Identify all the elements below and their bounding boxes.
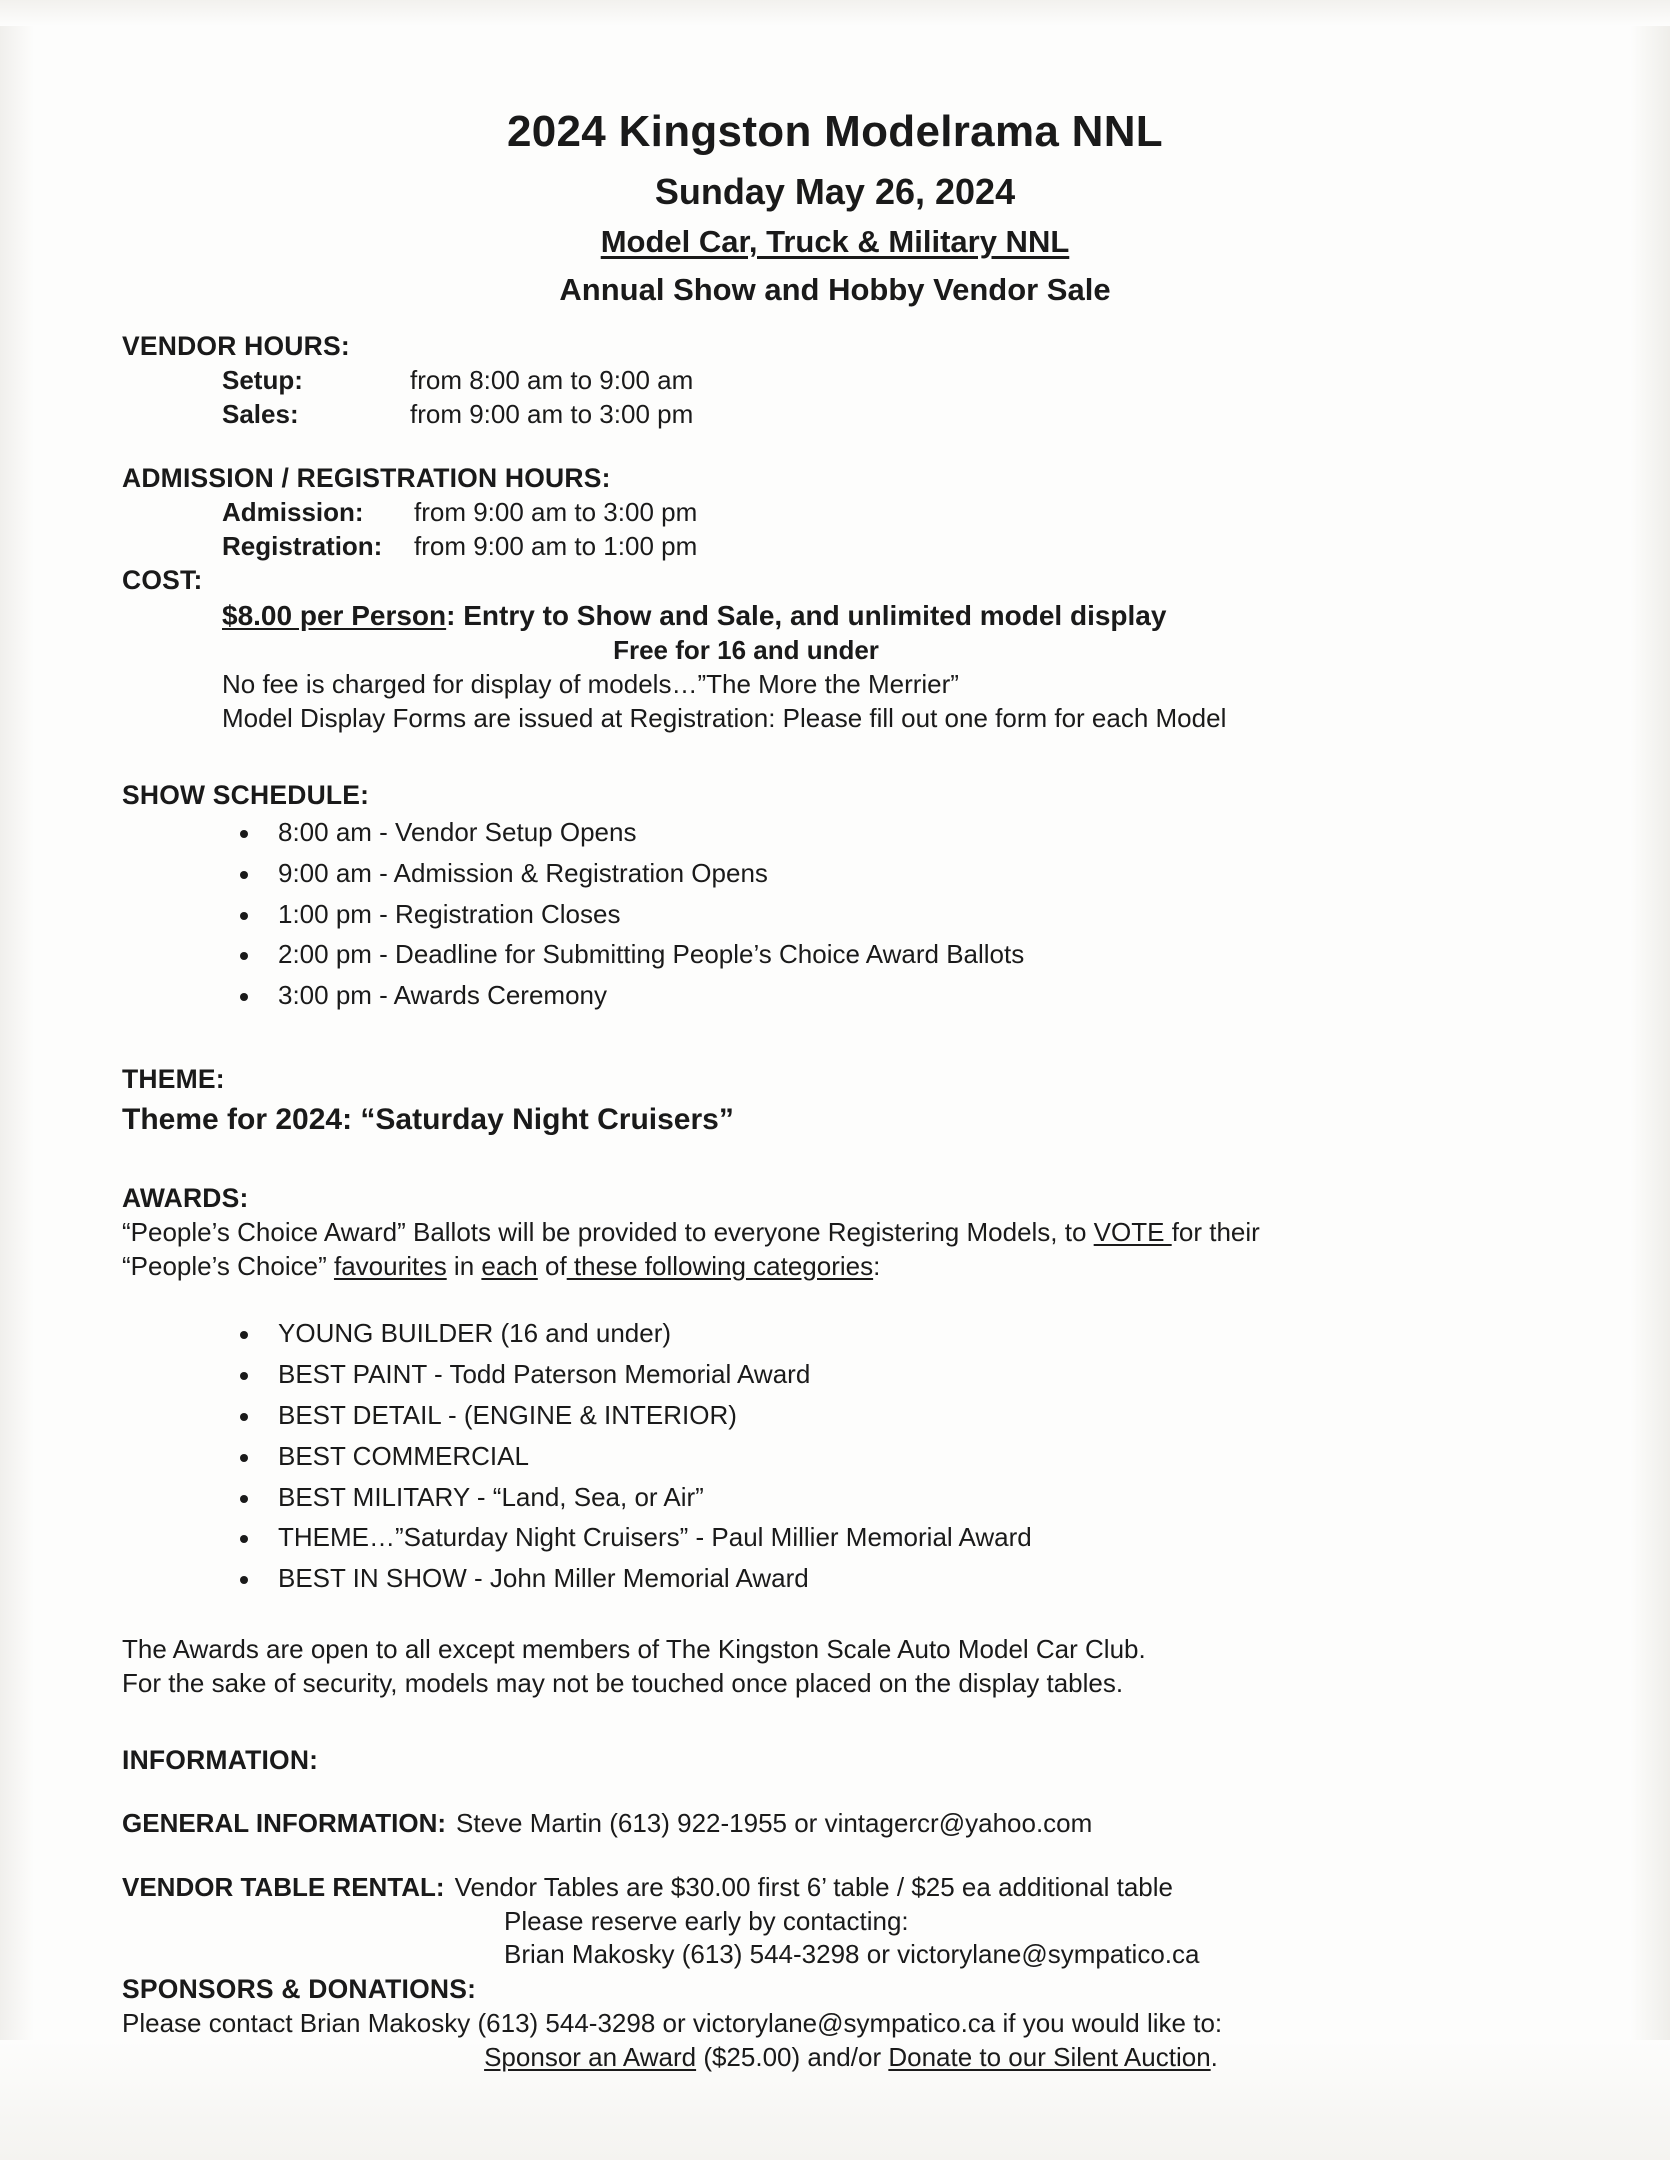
list-item: 1:00 pm - Registration Closes	[226, 898, 1590, 932]
donate-auction-underlined: Donate to our Silent Auction	[888, 2041, 1211, 2072]
registration-value: from 9:00 am to 1:00 pm	[414, 530, 698, 561]
admission-hours-list	[222, 496, 1590, 564]
list-item: BEST DETAIL - (ENGINE & INTERIOR)	[226, 1399, 1590, 1433]
vendor-table-rental-value: Vendor Tables are $30.00 first 6’ table / $25 ea additional table	[454, 1871, 1173, 1902]
title-block	[0, 0, 1670, 307]
list-item: BEST COMMERCIAL	[226, 1440, 1590, 1474]
awards-closing-line-2: For the sake of security, models may not be touched once placed on the display tables.	[122, 1667, 1124, 1698]
awards-closing-line-1: The Awards are open to all except members of The Kingston Scale Auto Model Car Club.	[122, 1634, 1146, 1665]
sponsors-line: Please contact Brian Makosky (613) 544-3298 or victorylane@sympatico.ca if you would like to:	[122, 2007, 1223, 2038]
page-title: 2024 Kingston Modelrama NNL	[506, 107, 1163, 156]
vendor-table-rental-row	[122, 1871, 1590, 1905]
theme-heading: THEME:	[122, 1064, 225, 1094]
registration-label: Registration:	[222, 530, 383, 561]
sponsors-options-line	[122, 2041, 1590, 2075]
admission-value: from 9:00 am to 3:00 pm	[414, 496, 698, 527]
list-item: 3:00 pm - Awards Ceremony	[226, 979, 1590, 1013]
admission-hours-row	[222, 530, 1590, 564]
event-subtitle-secondary: Annual Show and Hobby Vendor Sale	[559, 272, 1111, 308]
document-body	[122, 329, 1590, 2074]
information-heading: INFORMATION:	[122, 1744, 319, 1775]
vendor-sales-value: from 9:00 am to 3:00 pm	[410, 398, 694, 429]
show-schedule-list	[122, 816, 1590, 1013]
general-information-row	[122, 1807, 1590, 1841]
awards-para2-of: of	[537, 1250, 567, 1281]
awards-each-underlined: each	[481, 1250, 538, 1281]
general-information-label: GENERAL INFORMATION:	[122, 1808, 447, 1839]
awards-categories-underlined: these following categories	[566, 1250, 874, 1281]
vendor-hours-row	[222, 398, 1590, 432]
show-schedule-heading: SHOW SCHEDULE:	[122, 779, 370, 810]
vendor-hours-list	[222, 364, 1590, 432]
vendor-setup-value: from 8:00 am to 9:00 am	[410, 364, 694, 395]
list-item: BEST IN SHOW - John Miller Memorial Award	[226, 1562, 1590, 1596]
vendor-contact-line: Brian Makosky (613) 544-3298 or victorylane@sympatico.ca	[504, 1939, 1200, 1970]
vendor-hours-row	[222, 364, 1590, 398]
admission-label: Admission:	[222, 496, 364, 527]
cost-note-1: No fee is charged for display of models…”The More the Merrier”	[222, 668, 959, 699]
awards-paragraph-line2	[122, 1250, 1590, 1284]
sponsors-heading: SPONSORS & DONATIONS:	[122, 1974, 477, 2005]
admission-hours-heading: ADMISSION / REGISTRATION HOURS:	[122, 463, 611, 494]
list-item: 8:00 am - Vendor Setup Opens	[226, 816, 1590, 850]
awards-para2-colon: :	[873, 1250, 881, 1281]
sponsor-mid-text: ($25.00) and/or	[696, 2041, 889, 2072]
cost-free-line: Free for 16 and under	[613, 635, 879, 666]
awards-vote-underlined: VOTE	[1093, 1216, 1172, 1247]
list-item: THEME…”Saturday Night Cruisers” - Paul Millier Memorial Award	[226, 1521, 1590, 1555]
admission-hours-row	[222, 496, 1590, 530]
awards-para-part1: “People’s Choice Award” Ballots will be provided to everyone Registering Models, to	[122, 1216, 1094, 1247]
subtitle-underline-text: Model Car, Truck & Military NNL	[600, 224, 1070, 260]
general-information-value: Steve Martin (613) 922-1955 or vintagercr@yahoo.com	[456, 1808, 1093, 1839]
list-item: BEST MILITARY - “Land, Sea, or Air”	[226, 1481, 1590, 1515]
theme-line: Theme for 2024: “Saturday Night Cruisers”	[122, 1103, 734, 1137]
vendor-table-rental-label: VENDOR TABLE RENTAL:	[122, 1871, 445, 1902]
awards-para-part2: for their	[1171, 1216, 1260, 1247]
awards-heading: AWARDS:	[122, 1183, 249, 1214]
list-item: BEST PAINT - Todd Paterson Memorial Award	[226, 1358, 1590, 1392]
cost-price-underlined: $8.00 per Person	[222, 599, 447, 631]
cost-note-2: Model Display Forms are issued at Registration: Please fill out one form for each Model	[222, 702, 1227, 733]
awards-para2-in: in	[446, 1250, 482, 1281]
cost-price-line	[222, 598, 1590, 634]
event-date: Sunday May 26, 2024	[654, 170, 1016, 212]
sponsor-end-period: .	[1210, 2041, 1218, 2072]
list-item: 9:00 am - Admission & Registration Opens	[226, 857, 1590, 891]
awards-paragraph-line1	[122, 1216, 1590, 1250]
list-item: YOUNG BUILDER (16 and under)	[226, 1317, 1590, 1351]
vendor-setup-label: Setup:	[222, 364, 303, 395]
list-item: 2:00 pm - Deadline for Submitting People’s Choice Award Ballots	[226, 938, 1590, 972]
vendor-hours-heading: VENDOR HOURS:	[122, 331, 350, 362]
cost-price-rest: : Entry to Show and Sale, and unlimited model display	[446, 599, 1167, 631]
awards-para2-part1: “People’s Choice”	[122, 1250, 334, 1281]
sponsor-an-award-underlined: Sponsor an Award	[484, 2041, 697, 2072]
awards-favourites-underlined: favourites	[333, 1250, 447, 1281]
vendor-reserve-line: Please reserve early by contacting:	[504, 1905, 909, 1936]
awards-category-list	[122, 1317, 1590, 1596]
vendor-sales-label: Sales:	[222, 398, 299, 429]
cost-heading: COST:	[122, 565, 203, 596]
event-subtitle-underlined	[0, 225, 1670, 259]
